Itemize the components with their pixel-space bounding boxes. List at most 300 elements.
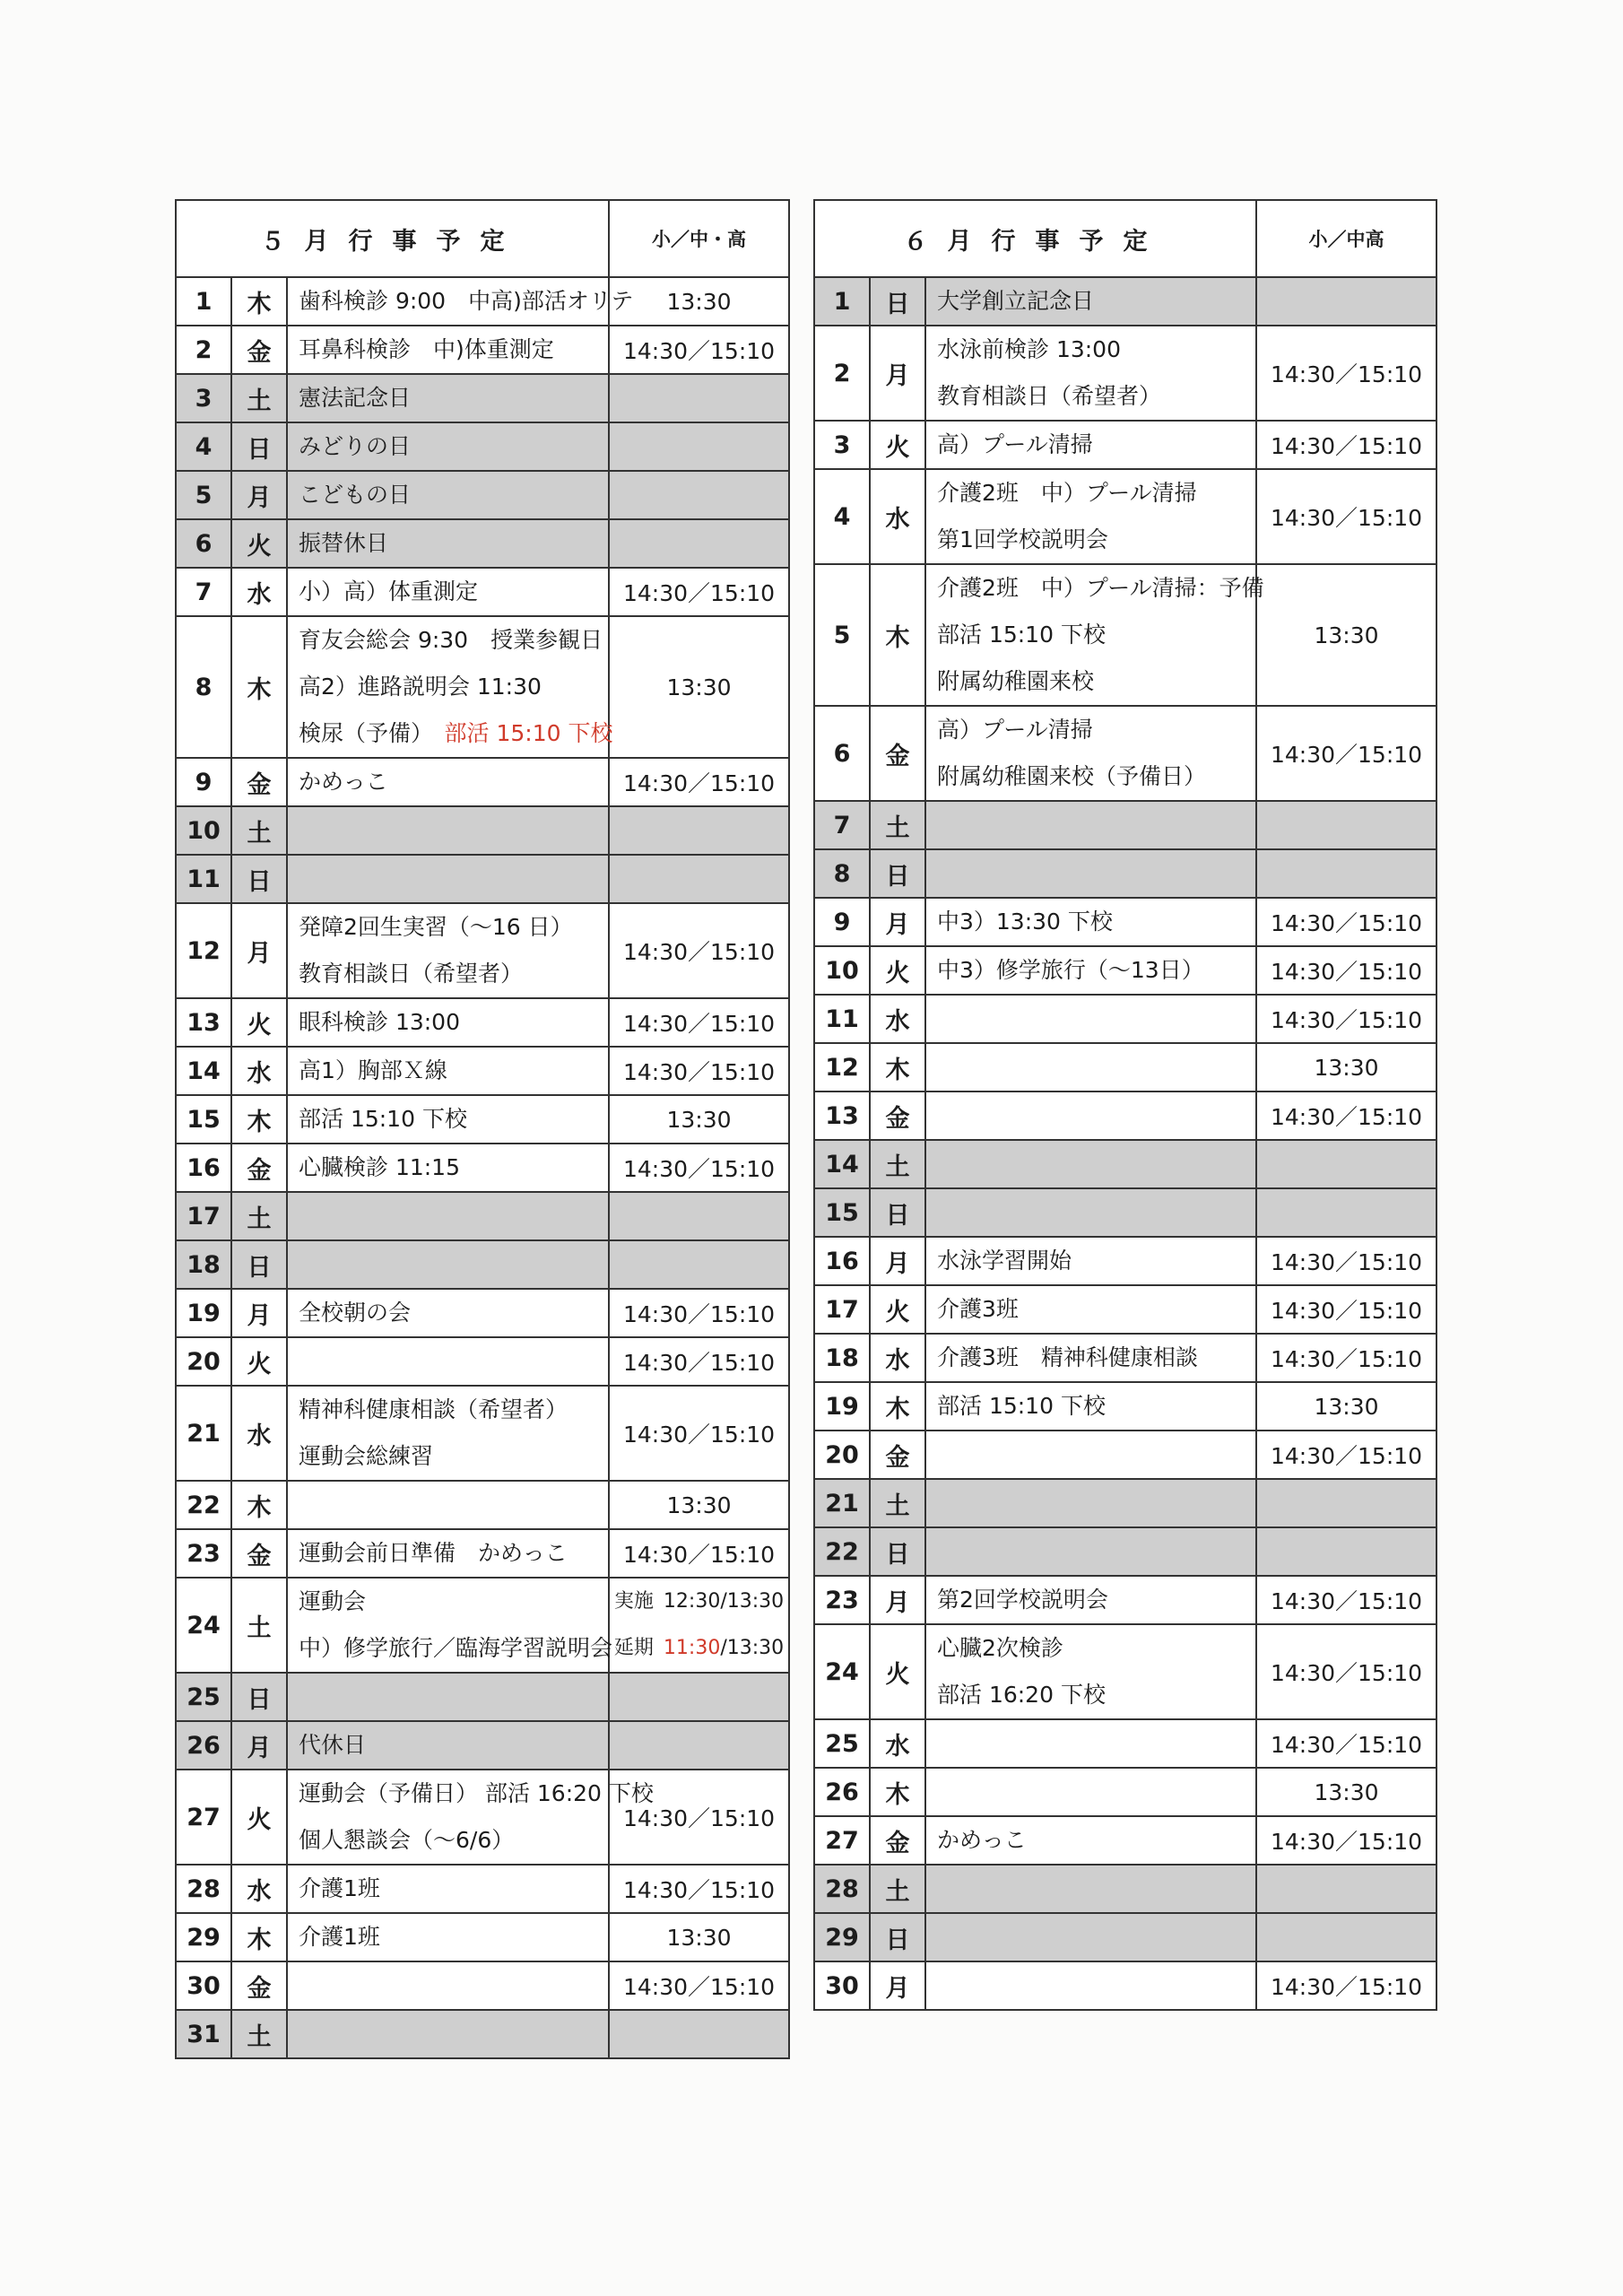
- table-row: [814, 564, 1436, 706]
- day-number: 8: [176, 616, 231, 758]
- event-cell: [925, 277, 1256, 326]
- event-text: 憲法記念日: [299, 385, 412, 411]
- event-text: こどもの日: [299, 482, 412, 508]
- event-cell: [287, 1770, 654, 1865]
- time-cell: 14:30／15:10: [609, 1529, 789, 1578]
- time-cell: 14:30／15:10: [609, 568, 789, 616]
- table-row: [814, 1043, 1436, 1091]
- weekday: 日: [870, 1527, 925, 1576]
- time-cell: 13:30: [1256, 1768, 1436, 1816]
- table-row: [176, 1865, 789, 1913]
- time-cell: 13:30: [609, 277, 789, 326]
- table-row: [176, 1192, 789, 1240]
- event-text: 個人懇談会（～6/6）: [299, 1827, 515, 1853]
- table-row: [176, 1961, 789, 2010]
- event-text: 介護1班: [299, 1924, 380, 1950]
- june-title: ６月行事予定: [814, 200, 1256, 277]
- time-cell: 14:30／15:10: [1256, 469, 1436, 564]
- weekday: 金: [870, 706, 925, 801]
- time-cell: [609, 1578, 789, 1673]
- event-cell: [287, 2010, 609, 2058]
- table-row: [176, 616, 789, 758]
- weekday: 土: [231, 2010, 287, 2058]
- table-row: [814, 1479, 1436, 1527]
- time-cell: [1256, 1140, 1436, 1188]
- event-text: 中）修学旅行／臨海学習説明会: [299, 1635, 613, 1661]
- event-text: 振替休日: [299, 530, 389, 556]
- day-number: 24: [814, 1624, 870, 1719]
- event-text: 高）プール清掃: [937, 717, 1093, 743]
- event-text: [299, 856, 608, 902]
- weekday: 火: [231, 1337, 287, 1386]
- time-cell: 14:30／15:10: [1256, 1431, 1436, 1479]
- weekday: 土: [231, 374, 287, 422]
- weekday: 火: [870, 946, 925, 995]
- event-cell: [287, 806, 609, 855]
- table-row: [814, 1334, 1436, 1382]
- event-text: 介護3班: [937, 1296, 1019, 1322]
- weekday: 水: [870, 469, 925, 564]
- weekday: 月: [870, 898, 925, 946]
- time-cell: 13:30: [609, 1481, 789, 1529]
- table-row: [814, 946, 1436, 995]
- event-text: 附属幼稚園来校（予備日）: [937, 763, 1207, 789]
- weekday: 土: [231, 1192, 287, 1240]
- event-text: [299, 1962, 608, 2009]
- table-row: [814, 277, 1436, 326]
- time-cell: 14:30／15:10: [609, 326, 789, 374]
- event-cell: [287, 1529, 609, 1578]
- day-number: 9: [176, 758, 231, 806]
- time-line-held: [610, 1578, 788, 1625]
- table-row: [176, 1047, 789, 1095]
- time-cell: [609, 1240, 789, 1289]
- event-cell: [287, 758, 609, 806]
- event-text: [299, 1193, 608, 1239]
- event-cell: [925, 1334, 1256, 1382]
- day-number: 16: [814, 1237, 870, 1285]
- event-cell: [925, 1188, 1256, 1237]
- table-row: [176, 422, 789, 471]
- weekday: 月: [870, 1576, 925, 1624]
- day-number: 28: [176, 1865, 231, 1913]
- event-cell: [925, 326, 1256, 421]
- table-row: [814, 1382, 1436, 1431]
- weekday: 月: [870, 1961, 925, 2010]
- table-row: [176, 2010, 789, 2058]
- day-number: 4: [176, 422, 231, 471]
- event-text: 介護1班: [299, 1875, 380, 1901]
- table-row: [176, 1770, 789, 1865]
- day-number: 19: [176, 1289, 231, 1337]
- event-text: [299, 1674, 608, 1720]
- table-row: [176, 1386, 789, 1481]
- event-cell: [287, 1240, 609, 1289]
- event-text: 心臓検診 11:15: [299, 1154, 460, 1180]
- event-cell: [925, 421, 1256, 469]
- event-text: 高）プール清掃: [937, 431, 1093, 457]
- day-number: 6: [176, 519, 231, 568]
- time-cell: 13:30: [1256, 1043, 1436, 1091]
- event-cell: [287, 998, 609, 1047]
- event-cell: [925, 469, 1256, 564]
- event-cell: [925, 1816, 1256, 1865]
- table-row: [176, 1721, 789, 1770]
- table-row: [814, 898, 1436, 946]
- weekday: 水: [231, 568, 287, 616]
- event-text: 育友会総会 9:30 授業参観日: [299, 627, 603, 653]
- day-number: 26: [814, 1768, 870, 1816]
- event-cell: [287, 1913, 609, 1961]
- time-cell: [1256, 1913, 1436, 1961]
- time-cell: [609, 2010, 789, 2058]
- table-row: [176, 326, 789, 374]
- event-text: 運動会: [299, 1588, 367, 1614]
- day-number: 20: [176, 1337, 231, 1386]
- table-row: [176, 1337, 789, 1386]
- event-text: 部活 15:10 下校: [937, 622, 1106, 648]
- event-text: 心臓2次検診: [937, 1635, 1063, 1661]
- day-number: 30: [176, 1961, 231, 2010]
- table-row: [814, 849, 1436, 898]
- weekday: 水: [231, 1865, 287, 1913]
- may-title: ５月行事予定: [176, 200, 609, 277]
- time-cell: [1256, 1188, 1436, 1237]
- event-cell: [287, 1865, 609, 1913]
- time-cell: 14:30／15:10: [609, 1289, 789, 1337]
- event-cell: [925, 1091, 1256, 1140]
- time-cell: 14:30／15:10: [1256, 326, 1436, 421]
- event-cell: [287, 1673, 609, 1721]
- time-cell: 14:30／15:10: [609, 1144, 789, 1192]
- day-number: 12: [176, 903, 231, 998]
- event-text: [937, 1866, 1255, 1912]
- weekday: 日: [870, 1913, 925, 1961]
- event-cell: [287, 616, 613, 758]
- day-number: 18: [176, 1240, 231, 1289]
- time-cell: [1256, 1527, 1436, 1576]
- event-text: 運動会（予備日） 部活 16:20 下校: [299, 1780, 654, 1806]
- table-row: [176, 855, 789, 903]
- event-cell: [925, 1624, 1256, 1719]
- event-text: [299, 2011, 608, 2057]
- event-cell: [287, 1961, 609, 2010]
- event-cell: [925, 1719, 1256, 1768]
- event-text: [937, 1720, 1255, 1767]
- time-cell: [1256, 1479, 1436, 1527]
- weekday: 日: [231, 422, 287, 471]
- day-number: 17: [814, 1285, 870, 1334]
- event-text: 運動会前日準備 かめっこ: [299, 1540, 568, 1566]
- day-number: 27: [176, 1770, 231, 1865]
- day-number: 3: [814, 421, 870, 469]
- weekday: 日: [870, 849, 925, 898]
- event-text: 大学創立記念日: [937, 288, 1095, 314]
- table-row: [814, 1865, 1436, 1913]
- weekday: 月: [870, 326, 925, 421]
- weekday: 日: [870, 277, 925, 326]
- event-text: かめっこ: [937, 1827, 1027, 1853]
- event-cell: [925, 1431, 1256, 1479]
- day-number: 16: [176, 1144, 231, 1192]
- event-text: 眼科検診 13:00: [299, 1009, 460, 1035]
- event-text: [299, 1338, 608, 1385]
- day-number: 1: [176, 277, 231, 326]
- table-row: [814, 1719, 1436, 1768]
- time-cell: 14:30／15:10: [609, 1337, 789, 1386]
- weekday: 火: [870, 1624, 925, 1719]
- event-cell: [287, 1192, 609, 1240]
- weekday: 日: [231, 1240, 287, 1289]
- event-cell: [287, 1144, 609, 1192]
- table-row: [176, 277, 789, 326]
- event-text: 中3）13:30 下校: [937, 909, 1113, 935]
- event-text: [299, 710, 613, 757]
- time-cell: 14:30／15:10: [1256, 1624, 1436, 1719]
- weekday: 土: [870, 1479, 925, 1527]
- day-number: 25: [814, 1719, 870, 1768]
- table-row: [814, 421, 1436, 469]
- event-cell: [925, 1961, 1256, 2010]
- event-text: 水泳前検診 13:00: [937, 336, 1121, 362]
- event-text: 発障2回生実習（～16 日）: [299, 914, 573, 940]
- day-number: 22: [176, 1481, 231, 1529]
- day-number: 2: [176, 326, 231, 374]
- weekday: 金: [231, 1529, 287, 1578]
- event-cell: [925, 849, 1256, 898]
- weekday: 日: [231, 855, 287, 903]
- event-cell: [925, 1913, 1256, 1961]
- time-cell: 14:30／15:10: [1256, 1719, 1436, 1768]
- table-row: [176, 1673, 789, 1721]
- event-highlight: 部活 15:10 下校: [444, 720, 613, 746]
- weekday: 月: [231, 903, 287, 998]
- may-column-header: 小／中・高: [609, 200, 789, 277]
- time-cell: 14:30／15:10: [1256, 706, 1436, 801]
- weekday: 月: [231, 471, 287, 519]
- time-cell: 14:30／15:10: [609, 1047, 789, 1095]
- event-cell: [925, 564, 1264, 706]
- table-row: [176, 1095, 789, 1144]
- event-text: みどりの日: [299, 433, 412, 459]
- event-cell: [287, 471, 609, 519]
- table-row: [814, 1624, 1436, 1719]
- table-row: [176, 374, 789, 422]
- weekday: 土: [870, 801, 925, 849]
- day-number: 7: [814, 801, 870, 849]
- weekday: 金: [870, 1431, 925, 1479]
- day-number: 28: [814, 1865, 870, 1913]
- weekday: 木: [231, 277, 287, 326]
- time-line-postponed: [610, 1625, 788, 1672]
- day-number: 9: [814, 898, 870, 946]
- event-text: [937, 996, 1255, 1042]
- table-row: [814, 1140, 1436, 1188]
- time-cell: [609, 519, 789, 568]
- time-cell: [609, 422, 789, 471]
- event-text-part: 検尿（予備）: [299, 720, 422, 746]
- event-text: [937, 1141, 1255, 1187]
- day-number: 29: [176, 1913, 231, 1961]
- time-cell: 13:30: [609, 1913, 789, 1961]
- event-text: 教育相談日（希望者）: [937, 383, 1162, 409]
- time-cell: [609, 471, 789, 519]
- time-cell: 13:30: [1256, 564, 1436, 706]
- time-cell: 14:30／15:10: [1256, 1816, 1436, 1865]
- event-cell: [287, 422, 609, 471]
- day-number: 14: [176, 1047, 231, 1095]
- event-cell: [287, 1578, 613, 1673]
- event-text: 全校朝の会: [299, 1300, 412, 1326]
- event-text: [937, 1189, 1255, 1236]
- event-cell: [925, 706, 1256, 801]
- weekday: 水: [870, 1334, 925, 1382]
- day-number: 23: [176, 1529, 231, 1578]
- day-number: 18: [814, 1334, 870, 1382]
- time-cell: 13:30: [609, 1095, 789, 1144]
- event-text: 代休日: [299, 1732, 367, 1758]
- time-cell: [609, 806, 789, 855]
- table-row: [176, 1144, 789, 1192]
- event-cell: [925, 995, 1256, 1043]
- weekday: 月: [231, 1721, 287, 1770]
- weekday: 木: [231, 1913, 287, 1961]
- table-row: [814, 706, 1436, 801]
- table-row: [176, 903, 789, 998]
- day-number: 1: [814, 277, 870, 326]
- time-cell: 14:30／15:10: [609, 1386, 789, 1481]
- weekday: 金: [231, 758, 287, 806]
- event-cell: [287, 903, 609, 998]
- day-number: 29: [814, 1913, 870, 1961]
- time-cell: 14:30／15:10: [1256, 1237, 1436, 1285]
- table-row: [176, 471, 789, 519]
- time-cell: 14:30／15:10: [1256, 1091, 1436, 1140]
- table-row: [814, 1091, 1436, 1140]
- day-number: 5: [814, 564, 870, 706]
- event-text: [299, 1482, 608, 1528]
- time-cell: [1256, 801, 1436, 849]
- table-row: [814, 1961, 1436, 2010]
- day-number: 10: [814, 946, 870, 995]
- time-cell: [1256, 1865, 1436, 1913]
- event-cell: [287, 519, 609, 568]
- time-cell: 14:30／15:10: [609, 1770, 789, 1865]
- weekday: 木: [231, 616, 287, 758]
- table-row: [814, 1527, 1436, 1576]
- table-row: [176, 1578, 789, 1673]
- time-value: 12:30/13:30: [663, 1590, 785, 1613]
- day-number: 10: [176, 806, 231, 855]
- time-cell: 14:30／15:10: [1256, 1334, 1436, 1382]
- table-row: [814, 469, 1436, 564]
- event-text: [937, 1962, 1255, 2009]
- event-text: [299, 1241, 608, 1288]
- table-row: [176, 758, 789, 806]
- event-cell: [287, 1095, 609, 1144]
- time-cell: [609, 1673, 789, 1721]
- time-cell: [1256, 277, 1436, 326]
- event-text: 介護2班 中）プール清掃：予備: [937, 575, 1264, 601]
- event-cell: [287, 1289, 609, 1337]
- day-number: 20: [814, 1431, 870, 1479]
- event-text: [937, 1914, 1255, 1961]
- event-text: 水泳学習開始: [937, 1248, 1072, 1274]
- event-text: [937, 1044, 1255, 1091]
- time-cell: [609, 855, 789, 903]
- weekday: 金: [231, 1961, 287, 2010]
- weekday: 火: [870, 421, 925, 469]
- event-text: 部活 16:20 下校: [937, 1682, 1106, 1708]
- may-schedule-table: [175, 199, 790, 2059]
- day-number: 11: [176, 855, 231, 903]
- event-cell: [925, 898, 1256, 946]
- day-number: 24: [176, 1578, 231, 1673]
- table-row: [814, 1237, 1436, 1285]
- weekday: 火: [231, 519, 287, 568]
- weekday: 木: [870, 1768, 925, 1816]
- event-cell: [925, 1237, 1256, 1285]
- weekday: 月: [231, 1289, 287, 1337]
- event-cell: [925, 1382, 1256, 1431]
- event-cell: [287, 1337, 609, 1386]
- time-cell: [1256, 849, 1436, 898]
- time-cell: [609, 1721, 789, 1770]
- time-label: 延期: [613, 1637, 654, 1659]
- table-row: [814, 1913, 1436, 1961]
- event-cell: [925, 1285, 1256, 1334]
- time-cell: 14:30／15:10: [609, 998, 789, 1047]
- time-cell: 14:30／15:10: [1256, 421, 1436, 469]
- event-cell: [287, 1386, 609, 1481]
- day-number: 15: [176, 1095, 231, 1144]
- event-cell: [287, 1047, 609, 1095]
- event-text: 部活 15:10 下校: [299, 1106, 467, 1132]
- time-cell: 14:30／15:10: [609, 903, 789, 998]
- day-number: 26: [176, 1721, 231, 1770]
- weekday: 木: [231, 1481, 287, 1529]
- weekday: 水: [870, 995, 925, 1043]
- table-row: [814, 1576, 1436, 1624]
- day-number: 8: [814, 849, 870, 898]
- weekday: 火: [231, 1770, 287, 1865]
- event-text: 介護2班 中）プール清掃: [937, 480, 1197, 506]
- day-number: 3: [176, 374, 231, 422]
- event-cell: [925, 1140, 1256, 1188]
- event-cell: [925, 801, 1256, 849]
- day-number: 4: [814, 469, 870, 564]
- event-text: [937, 1480, 1255, 1526]
- day-number: 2: [814, 326, 870, 421]
- day-number: 27: [814, 1816, 870, 1865]
- day-number: 14: [814, 1140, 870, 1188]
- weekday: 月: [870, 1237, 925, 1285]
- event-cell: [287, 568, 609, 616]
- table-row: [176, 1289, 789, 1337]
- event-text: [937, 850, 1255, 897]
- time-cell: 14:30／15:10: [1256, 898, 1436, 946]
- day-number: 25: [176, 1673, 231, 1721]
- time-cell: 14:30／15:10: [1256, 1576, 1436, 1624]
- time-cell: 14:30／15:10: [1256, 1961, 1436, 2010]
- table-row: [814, 1816, 1436, 1865]
- table-row: [814, 1431, 1436, 1479]
- day-number: 21: [176, 1386, 231, 1481]
- weekday: 火: [231, 998, 287, 1047]
- table-row: [176, 1913, 789, 1961]
- table-row: [814, 1285, 1436, 1334]
- weekday: 金: [231, 1144, 287, 1192]
